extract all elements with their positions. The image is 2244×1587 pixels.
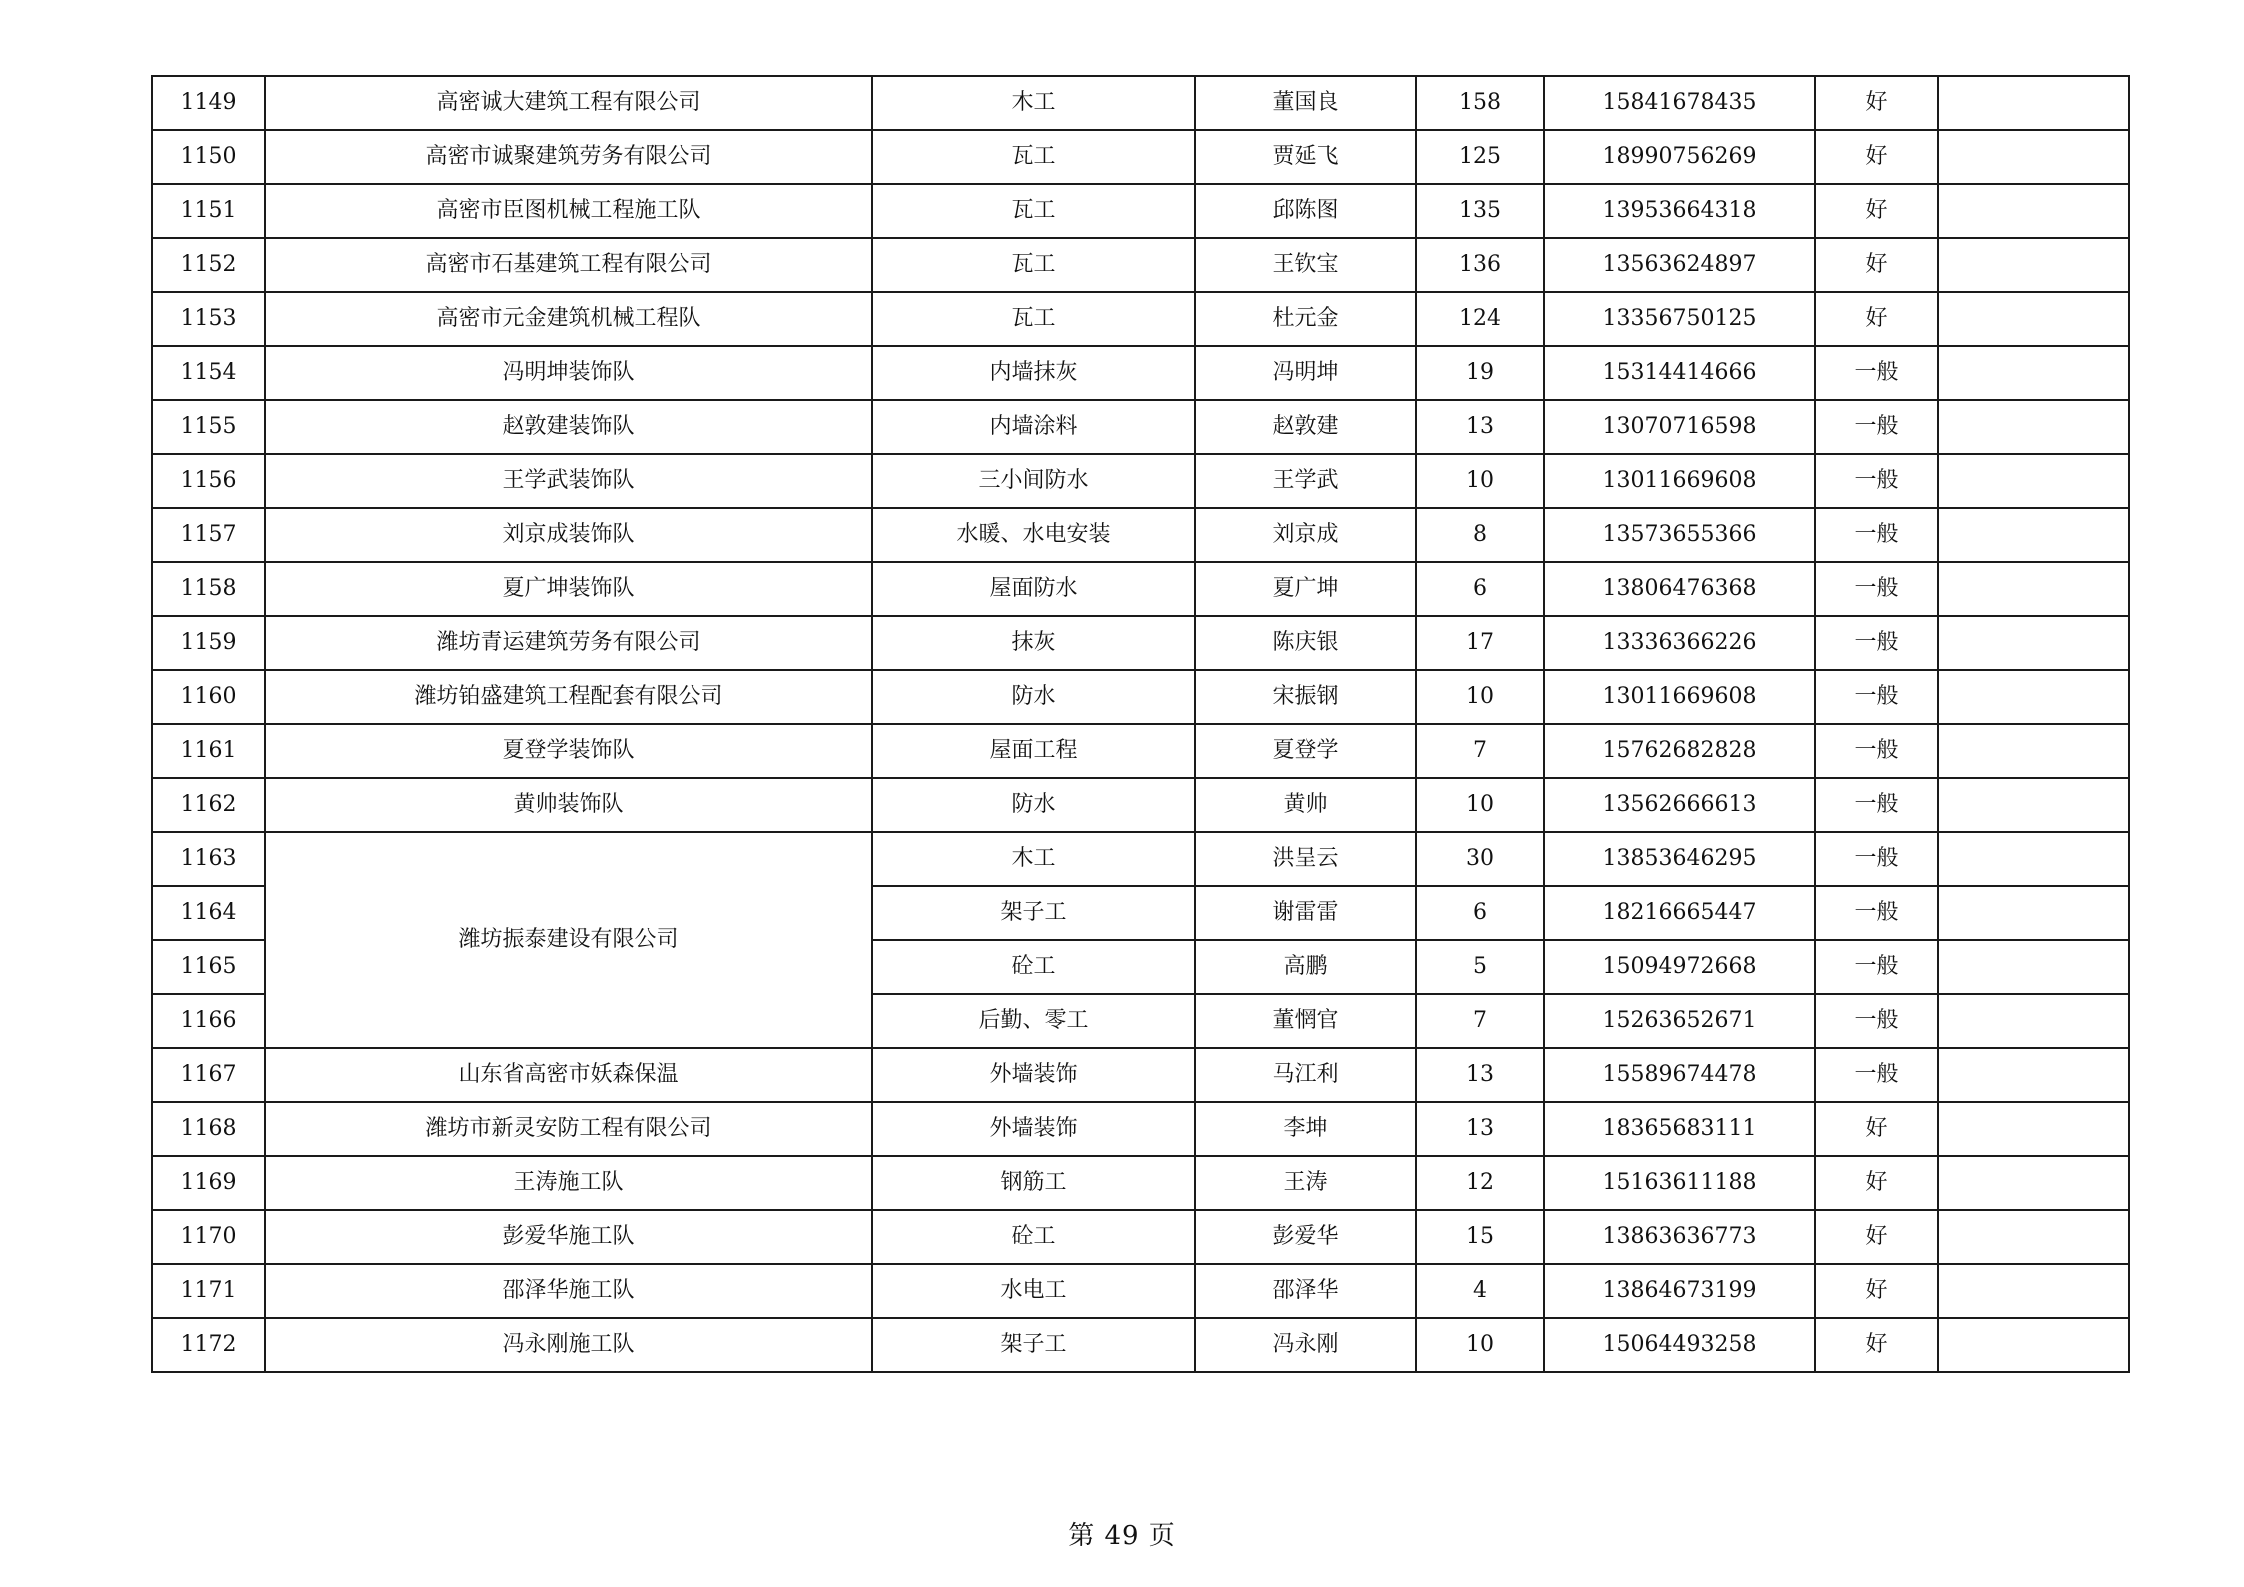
contact-person: 黄帅 — [1195, 778, 1416, 832]
table-row — [152, 400, 2129, 454]
trade-type: 三小间防水 — [872, 454, 1195, 508]
table-row — [152, 670, 2129, 724]
company-name: 潍坊青运建筑劳务有限公司 — [265, 616, 872, 670]
phone-number: 13011669608 — [1544, 670, 1815, 724]
worker-count: 124 — [1416, 292, 1544, 346]
rating: 好 — [1815, 1210, 1938, 1264]
row-number: 1151 — [152, 184, 265, 238]
trade-type: 木工 — [872, 76, 1195, 130]
rating: 好 — [1815, 1156, 1938, 1210]
row-number: 1165 — [152, 940, 265, 994]
table-row — [152, 454, 2129, 508]
worker-count: 6 — [1416, 562, 1544, 616]
company-name: 赵敦建装饰队 — [265, 400, 872, 454]
company-name: 王学武装饰队 — [265, 454, 872, 508]
worker-count: 5 — [1416, 940, 1544, 994]
phone-number: 13863636773 — [1544, 1210, 1815, 1264]
rating: 好 — [1815, 184, 1938, 238]
row-number: 1161 — [152, 724, 265, 778]
phone-number: 13356750125 — [1544, 292, 1815, 346]
rating: 一般 — [1815, 454, 1938, 508]
trade-type: 砼工 — [872, 1210, 1195, 1264]
company-name: 邵泽华施工队 — [265, 1264, 872, 1318]
phone-number: 18990756269 — [1544, 130, 1815, 184]
company-name: 彭爱华施工队 — [265, 1210, 872, 1264]
contact-person: 邱陈图 — [1195, 184, 1416, 238]
phone-number: 13573655366 — [1544, 508, 1815, 562]
phone-number: 13864673199 — [1544, 1264, 1815, 1318]
worker-count: 10 — [1416, 454, 1544, 508]
company-name: 冯明坤装饰队 — [265, 346, 872, 400]
company-name: 夏登学装饰队 — [265, 724, 872, 778]
company-name: 高密市元金建筑机械工程队 — [265, 292, 872, 346]
table-row — [152, 1156, 2129, 1210]
rating: 一般 — [1815, 508, 1938, 562]
rating: 好 — [1815, 76, 1938, 130]
row-number: 1163 — [152, 832, 265, 886]
row-number: 1168 — [152, 1102, 265, 1156]
rating: 好 — [1815, 1102, 1938, 1156]
contact-person: 高鹏 — [1195, 940, 1416, 994]
contact-person: 邵泽华 — [1195, 1264, 1416, 1318]
rating: 一般 — [1815, 886, 1938, 940]
rating: 好 — [1815, 1264, 1938, 1318]
row-number: 1162 — [152, 778, 265, 832]
remark — [1938, 1318, 2129, 1372]
trade-type: 防水 — [872, 670, 1195, 724]
contact-person: 王钦宝 — [1195, 238, 1416, 292]
worker-count: 158 — [1416, 76, 1544, 130]
row-number: 1167 — [152, 1048, 265, 1102]
row-number: 1154 — [152, 346, 265, 400]
worker-count: 17 — [1416, 616, 1544, 670]
trade-type: 木工 — [872, 832, 1195, 886]
remark — [1938, 1156, 2129, 1210]
phone-number: 13806476368 — [1544, 562, 1815, 616]
contractor-table — [151, 75, 2130, 1373]
contact-person: 谢雷雷 — [1195, 886, 1416, 940]
company-name: 黄帅装饰队 — [265, 778, 872, 832]
phone-number: 18365683111 — [1544, 1102, 1815, 1156]
trade-type: 抹灰 — [872, 616, 1195, 670]
rating: 好 — [1815, 292, 1938, 346]
worker-count: 7 — [1416, 994, 1544, 1048]
contact-person: 董惘官 — [1195, 994, 1416, 1048]
remark — [1938, 994, 2129, 1048]
rating: 一般 — [1815, 346, 1938, 400]
contact-person: 陈庆银 — [1195, 616, 1416, 670]
contact-person: 王学武 — [1195, 454, 1416, 508]
remark — [1938, 346, 2129, 400]
rating: 一般 — [1815, 940, 1938, 994]
rating: 一般 — [1815, 994, 1938, 1048]
remark — [1938, 1264, 2129, 1318]
phone-number: 15163611188 — [1544, 1156, 1815, 1210]
remark — [1938, 616, 2129, 670]
table-row — [152, 724, 2129, 778]
phone-number: 15094972668 — [1544, 940, 1815, 994]
row-number: 1164 — [152, 886, 265, 940]
trade-type: 架子工 — [872, 1318, 1195, 1372]
phone-number: 13562666613 — [1544, 778, 1815, 832]
trade-type: 水暖、水电安装 — [872, 508, 1195, 562]
remark — [1938, 940, 2129, 994]
trade-type: 钢筋工 — [872, 1156, 1195, 1210]
table-row — [152, 1264, 2129, 1318]
row-number: 1172 — [152, 1318, 265, 1372]
company-name: 山东省高密市妖森保温 — [265, 1048, 872, 1102]
table-row — [152, 1210, 2129, 1264]
contact-person: 李坤 — [1195, 1102, 1416, 1156]
trade-type: 内墙抹灰 — [872, 346, 1195, 400]
company-name: 高密市臣图机械工程施工队 — [265, 184, 872, 238]
table-row — [152, 238, 2129, 292]
trade-type: 屋面工程 — [872, 724, 1195, 778]
worker-count: 135 — [1416, 184, 1544, 238]
page-number: 第 49 页 — [1068, 1521, 1176, 1551]
trade-type: 瓦工 — [872, 238, 1195, 292]
table-row — [152, 130, 2129, 184]
rating: 一般 — [1815, 400, 1938, 454]
row-number: 1156 — [152, 454, 265, 508]
remark — [1938, 400, 2129, 454]
contact-person: 马江利 — [1195, 1048, 1416, 1102]
contact-person: 杜元金 — [1195, 292, 1416, 346]
worker-count: 7 — [1416, 724, 1544, 778]
remark — [1938, 832, 2129, 886]
phone-number: 13853646295 — [1544, 832, 1815, 886]
row-number: 1170 — [152, 1210, 265, 1264]
contact-person: 贾延飞 — [1195, 130, 1416, 184]
rating: 好 — [1815, 1318, 1938, 1372]
phone-number: 15263652671 — [1544, 994, 1815, 1048]
worker-count: 13 — [1416, 1048, 1544, 1102]
worker-count: 10 — [1416, 1318, 1544, 1372]
trade-type: 内墙涂料 — [872, 400, 1195, 454]
trade-type: 砼工 — [872, 940, 1195, 994]
contact-person: 王涛 — [1195, 1156, 1416, 1210]
worker-count: 13 — [1416, 1102, 1544, 1156]
phone-number: 15841678435 — [1544, 76, 1815, 130]
rating: 一般 — [1815, 724, 1938, 778]
rating: 一般 — [1815, 778, 1938, 832]
rating: 一般 — [1815, 670, 1938, 724]
remark — [1938, 886, 2129, 940]
contact-person: 赵敦建 — [1195, 400, 1416, 454]
remark — [1938, 292, 2129, 346]
trade-type: 外墙装饰 — [872, 1102, 1195, 1156]
company-name: 潍坊振泰建设有限公司 — [265, 832, 872, 1048]
table-row — [152, 1048, 2129, 1102]
worker-count: 15 — [1416, 1210, 1544, 1264]
phone-number: 15589674478 — [1544, 1048, 1815, 1102]
contact-person: 冯永刚 — [1195, 1318, 1416, 1372]
rating: 好 — [1815, 238, 1938, 292]
trade-type: 瓦工 — [872, 184, 1195, 238]
remark — [1938, 1102, 2129, 1156]
table-row — [152, 346, 2129, 400]
worker-count: 12 — [1416, 1156, 1544, 1210]
row-number: 1153 — [152, 292, 265, 346]
remark — [1938, 778, 2129, 832]
contact-person: 洪呈云 — [1195, 832, 1416, 886]
table-row — [152, 76, 2129, 130]
remark — [1938, 562, 2129, 616]
rating: 一般 — [1815, 1048, 1938, 1102]
company-name: 潍坊铂盛建筑工程配套有限公司 — [265, 670, 872, 724]
row-number: 1169 — [152, 1156, 265, 1210]
row-number: 1149 — [152, 76, 265, 130]
remark — [1938, 508, 2129, 562]
trade-type: 水电工 — [872, 1264, 1195, 1318]
phone-number: 18216665447 — [1544, 886, 1815, 940]
worker-count: 10 — [1416, 670, 1544, 724]
row-number: 1150 — [152, 130, 265, 184]
row-number: 1157 — [152, 508, 265, 562]
contact-person: 董国良 — [1195, 76, 1416, 130]
company-name: 高密诚大建筑工程有限公司 — [265, 76, 872, 130]
table-row — [152, 562, 2129, 616]
worker-count: 125 — [1416, 130, 1544, 184]
company-name: 刘京成装饰队 — [265, 508, 872, 562]
worker-count: 30 — [1416, 832, 1544, 886]
row-number: 1158 — [152, 562, 265, 616]
remark — [1938, 1210, 2129, 1264]
worker-count: 19 — [1416, 346, 1544, 400]
worker-count: 4 — [1416, 1264, 1544, 1318]
phone-number: 13011669608 — [1544, 454, 1815, 508]
worker-count: 10 — [1416, 778, 1544, 832]
table-row — [152, 184, 2129, 238]
trade-type: 后勤、零工 — [872, 994, 1195, 1048]
remark — [1938, 1048, 2129, 1102]
rating: 一般 — [1815, 562, 1938, 616]
row-number: 1160 — [152, 670, 265, 724]
trade-type: 防水 — [872, 778, 1195, 832]
table-row — [152, 832, 2129, 886]
company-name: 潍坊市新灵安防工程有限公司 — [265, 1102, 872, 1156]
rating: 好 — [1815, 130, 1938, 184]
table-row — [152, 292, 2129, 346]
table-row — [152, 1318, 2129, 1372]
company-name: 王涛施工队 — [265, 1156, 872, 1210]
row-number: 1159 — [152, 616, 265, 670]
company-name: 夏广坤装饰队 — [265, 562, 872, 616]
remark — [1938, 184, 2129, 238]
company-name: 高密市石基建筑工程有限公司 — [265, 238, 872, 292]
worker-count: 136 — [1416, 238, 1544, 292]
worker-count: 6 — [1416, 886, 1544, 940]
contact-person: 彭爱华 — [1195, 1210, 1416, 1264]
trade-type: 屋面防水 — [872, 562, 1195, 616]
remark — [1938, 670, 2129, 724]
table-row — [152, 778, 2129, 832]
row-number: 1171 — [152, 1264, 265, 1318]
table-row — [152, 508, 2129, 562]
trade-type: 瓦工 — [872, 130, 1195, 184]
trade-type: 架子工 — [872, 886, 1195, 940]
row-number: 1155 — [152, 400, 265, 454]
table-body — [152, 76, 2129, 1372]
company-name: 冯永刚施工队 — [265, 1318, 872, 1372]
contact-person: 夏广坤 — [1195, 562, 1416, 616]
contact-person: 刘京成 — [1195, 508, 1416, 562]
rating: 一般 — [1815, 616, 1938, 670]
phone-number: 13336366226 — [1544, 616, 1815, 670]
company-name: 高密市诚聚建筑劳务有限公司 — [265, 130, 872, 184]
remark — [1938, 238, 2129, 292]
remark — [1938, 454, 2129, 508]
remark — [1938, 130, 2129, 184]
phone-number: 13953664318 — [1544, 184, 1815, 238]
remark — [1938, 76, 2129, 130]
contact-person: 冯明坤 — [1195, 346, 1416, 400]
trade-type: 瓦工 — [872, 292, 1195, 346]
contact-person: 宋振钢 — [1195, 670, 1416, 724]
table-row — [152, 1102, 2129, 1156]
trade-type: 外墙装饰 — [872, 1048, 1195, 1102]
phone-number: 15762682828 — [1544, 724, 1815, 778]
table-row — [152, 616, 2129, 670]
contact-person: 夏登学 — [1195, 724, 1416, 778]
rating: 一般 — [1815, 832, 1938, 886]
worker-count: 13 — [1416, 400, 1544, 454]
phone-number: 15064493258 — [1544, 1318, 1815, 1372]
phone-number: 13070716598 — [1544, 400, 1815, 454]
row-number: 1152 — [152, 238, 265, 292]
row-number: 1166 — [152, 994, 265, 1048]
worker-count: 8 — [1416, 508, 1544, 562]
phone-number: 15314414666 — [1544, 346, 1815, 400]
phone-number: 13563624897 — [1544, 238, 1815, 292]
remark — [1938, 724, 2129, 778]
